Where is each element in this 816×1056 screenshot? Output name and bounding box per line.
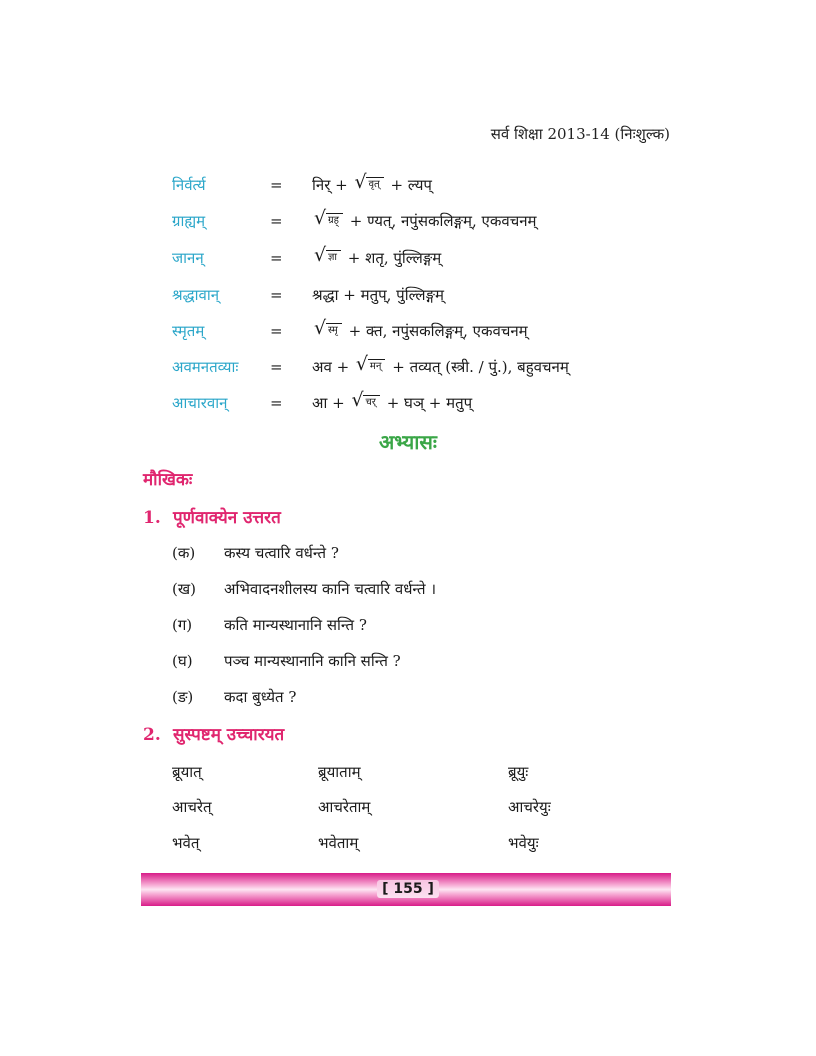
question-item [172,543,339,563]
radical-icon: √ [314,317,327,339]
word-cell: आचरेयुः [508,798,551,816]
derivation-expression [312,282,444,308]
pronunciation-row [172,797,652,821]
question-1-heading [143,505,281,528]
item-text: कस्य चत्वारि वर्धन्ते ? [224,544,339,562]
item-label: (ख) [172,580,196,598]
equals-sign: = [270,249,283,267]
pronunciation-row [172,762,652,786]
derivation-expression [312,354,569,380]
radical-icon: √ [314,207,327,229]
question-title: सुस्पष्टम् उच्चारयत [173,725,285,745]
root-value: चर् [363,395,379,409]
item-text: कदा बुध्येत ? [224,688,297,706]
question-item [172,579,436,599]
root-value: ग्रह् [326,213,343,227]
section-title: अभ्यासः [379,430,437,454]
derivation-row [172,282,652,308]
root-value: वृत् [366,177,383,191]
root-value: मन् [368,359,386,373]
page-number-wrap [0,878,816,898]
item-label: (क) [172,544,196,562]
question-title: पूर्णवाक्येन उत्तरत [173,508,281,528]
word-cell: ब्रूयात् [172,763,202,781]
equals-sign: = [270,176,283,194]
derivation-word: जानन् [172,249,204,267]
word-cell: भवेत् [172,834,200,852]
root-radical [314,245,341,271]
equals-sign: = [270,322,283,340]
derivation-expression [312,390,472,416]
root-radical [314,318,342,344]
page-number: [ 155 ] [377,880,439,898]
pronunciation-row [172,833,652,857]
root-radical [356,354,386,380]
radical-icon: √ [355,353,369,375]
derivation-row [172,318,652,344]
derivation-word: ग्राह्यम् [172,212,206,230]
derivation-row [172,390,652,416]
derivation-word: निर्वर्त्य [172,176,206,194]
word-cell: आचरेताम् [318,798,371,816]
derivation-expression [312,172,432,198]
suffix: + शतृ, पुंल्लिङ्गम् [347,249,442,267]
derivation-expression [312,318,528,344]
suffix: + घञ् + मतुप् [386,394,473,412]
question-number: 2. [143,725,161,745]
derivation-word: श्रद्धावान् [172,286,220,304]
radical-icon: √ [351,389,364,411]
root-value: स्मृ [326,323,342,337]
item-label: (ङ) [172,688,194,706]
radical-icon: √ [314,244,327,266]
equals-sign: = [270,358,283,376]
word-cell: भवेयुः [508,834,539,852]
derivation-word: आचारवान् [172,394,228,412]
suffix: श्रद्धा + मतुप्, पुंल्लिङ्गम् [312,286,444,304]
derivation-expression [312,245,441,271]
derivation-row [172,354,652,380]
suffix: + ल्यप् [390,176,432,194]
suffix: + ण्यत्, नपुंसकलिङ्गम्, एकवचनम् [349,212,537,230]
derivation-row [172,208,652,234]
prefix: निर् + [312,176,348,194]
item-label: (ग) [172,616,193,634]
word-cell: आचरेत् [172,798,212,816]
item-label: (घ) [172,652,193,670]
derivation-word: स्मृतम् [172,322,205,340]
suffix: + क्त, नपुंसकलिङ्गम्, एकवचनम् [348,322,528,340]
root-value: ज्ञा [326,250,341,264]
root-radical [351,390,379,416]
item-text: अभिवादनशीलस्य कानि चत्वारि वर्धन्ते । [224,580,437,598]
derivation-expression [312,208,537,234]
root-radical [354,172,383,198]
prefix: अव + [312,358,350,376]
equals-sign: = [270,286,283,304]
equals-sign: = [270,212,283,230]
question-2-heading [143,722,284,745]
derivation-row [172,245,652,271]
word-cell: ब्रूयुः [508,763,529,781]
equals-sign: = [270,394,283,412]
question-item [172,687,296,707]
item-text: कति मान्यस्थानानि सन्ति ? [224,616,367,634]
oral-heading: मौखिकः [143,470,193,490]
root-radical [314,208,343,234]
derivation-row [172,172,652,198]
question-item [172,615,367,635]
question-number: 1. [143,508,161,528]
prefix: आ + [312,394,345,412]
word-cell: ब्रूयाताम् [318,763,361,781]
item-text: पञ्च मान्यस्थानानि कानि सन्ति ? [224,652,401,670]
page-header: सर्व शिक्षा 2013-14 (निःशुल्क) [490,125,670,143]
derivation-word: अवमनतव्याः [172,358,239,376]
radical-icon: √ [354,171,367,193]
word-cell: भवेताम् [318,834,359,852]
suffix: + तव्यत् (स्त्री. / पुं.), बहुवचनम् [392,358,569,376]
question-item [172,651,401,671]
